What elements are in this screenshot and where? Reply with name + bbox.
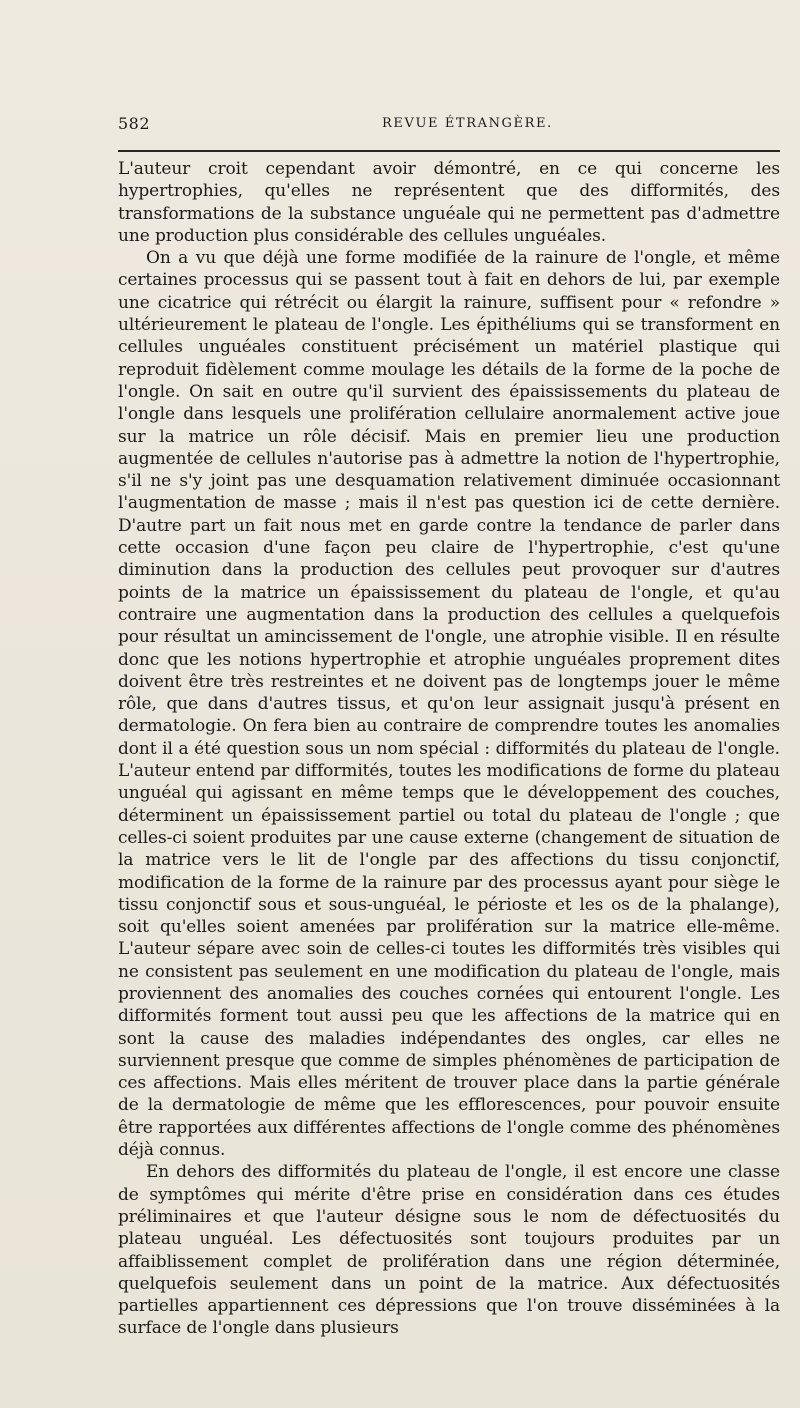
paragraph-hypertrophies: L'auteur croit cependant avoir démontré, en ce qui concerne les hypertrophies, qu'elles ne représentent que des difformités, des transformations de la substance unguéale qui ne permettent pas d'admettre une production plus considérable des cellules unguéales. [118, 159, 780, 246]
page-number: 582 [118, 114, 151, 133]
running-title: REVUE ÉTRANGÈRE. [382, 116, 553, 131]
page-header [118, 112, 780, 138]
paragraph-defectuosites: En dehors des difformités du plateau de l'ongle, il est encore une classe de symptômes qui mérite d'être prise en considération dans ces études préliminaires et que l'auteur désigne sous le nom de défectuosités du plateau unguéal. Les défectuosités sont toujours produites par un affaiblissement complet de prolifération dans une région déterminée, quelquefois seulement dans un point de la matrice. Aux défectuosités partielles appartiennent ces dépressions que l'on trouve disséminées à la surface de l'ongle dans plusieurs [118, 1162, 780, 1339]
body-text [118, 158, 780, 1340]
paragraph-difformites: On a vu que déjà une forme modifiée de la rainure de l'ongle, et même certaines processus qui se passent tout à fait en dehors de lui, par exemple une cicatrice qui rétrécit ou élargit la rainure, suffisent pour « refondre » ultérieurement le plateau de l'ongle. Les épithéliums qui se transforment en cellules unguéales constituent précisément un matériel plastique qui reproduit fidèlement comme moulage les détails de la forme de la poche de l'ongle. On sait en outre qu'il survient des épaississements du plateau de l'ongle dans lesquels une prolifération cellulaire anormalement active joue sur la matrice un rôle décisif. Mais en premier lieu une production augmentée de cellules n'autorise pas à admettre la notion de l'hypertrophie, s'il ne s'y joint pas une desquamation relativement diminuée occasionnant l'augmentation de masse ; mais il n'est pas question ici de cette dernière. D'autre part un fait nous met en garde contre la tendance de parler dans cette occasion d'une façon peu claire de l'hypertrophie, c'est qu'une diminution dans la production des cellules peut provoquer sur d'autres points de la matrice un épaississement du plateau de l'ongle, et qu'au contraire une augmentation dans la production des cellules a quelquefois pour résultat un amincissement de l'ongle, une atrophie visible. Il en résulte donc que les notions hypertrophie et atrophie unguéales proprement dites doivent être très restreintes et ne doivent pas de longtemps jouer le même rôle, que dans d'autres tissus, et qu'on leur assignait jusqu'à présent en dermatologie. On fera bien au contraire de comprendre toutes les anomalies dont il a été question sous un nom spécial : difformités du plateau de l'ongle. L'auteur entend par difformités, toutes les modifications de forme du plateau unguéal qui agissant en même temps que le développement des couches, déterminent un épaississement partiel ou total du plateau de l'ongle ; que celles-ci soient produites par une cause externe (changement de situation de la matrice vers le lit de l'ongle par des affections du tissu conjonctif, modification de la forme de la rainure par des processus ayant pour siège le tissu conjonctif sous et sous-unguéal, le périoste et les os de la phalange), soit qu'elles soient amenées par prolifération sur la matrice elle-même. L'auteur sépare avec soin de celles-ci toutes les difformités très visibles qui ne consistent pas seulement en une modification du plateau de l'ongle, mais proviennent des anomalies des couches cornées qui entourent l'ongle. Les difformités forment tout aussi peu que les affections de la matrice qui en sont la cause des maladies indépendantes des ongles, car elles ne surviennent presque que comme de simples phénomènes de participation de ces affections. Mais elles méritent de trouver place dans la partie générale de la dermatologie de même que les efflorescences, pour pouvoir ensuite être rapportées aux différentes affections de l'ongle comme des phénomènes déjà connus. [118, 248, 780, 1161]
header-rule [118, 150, 780, 152]
